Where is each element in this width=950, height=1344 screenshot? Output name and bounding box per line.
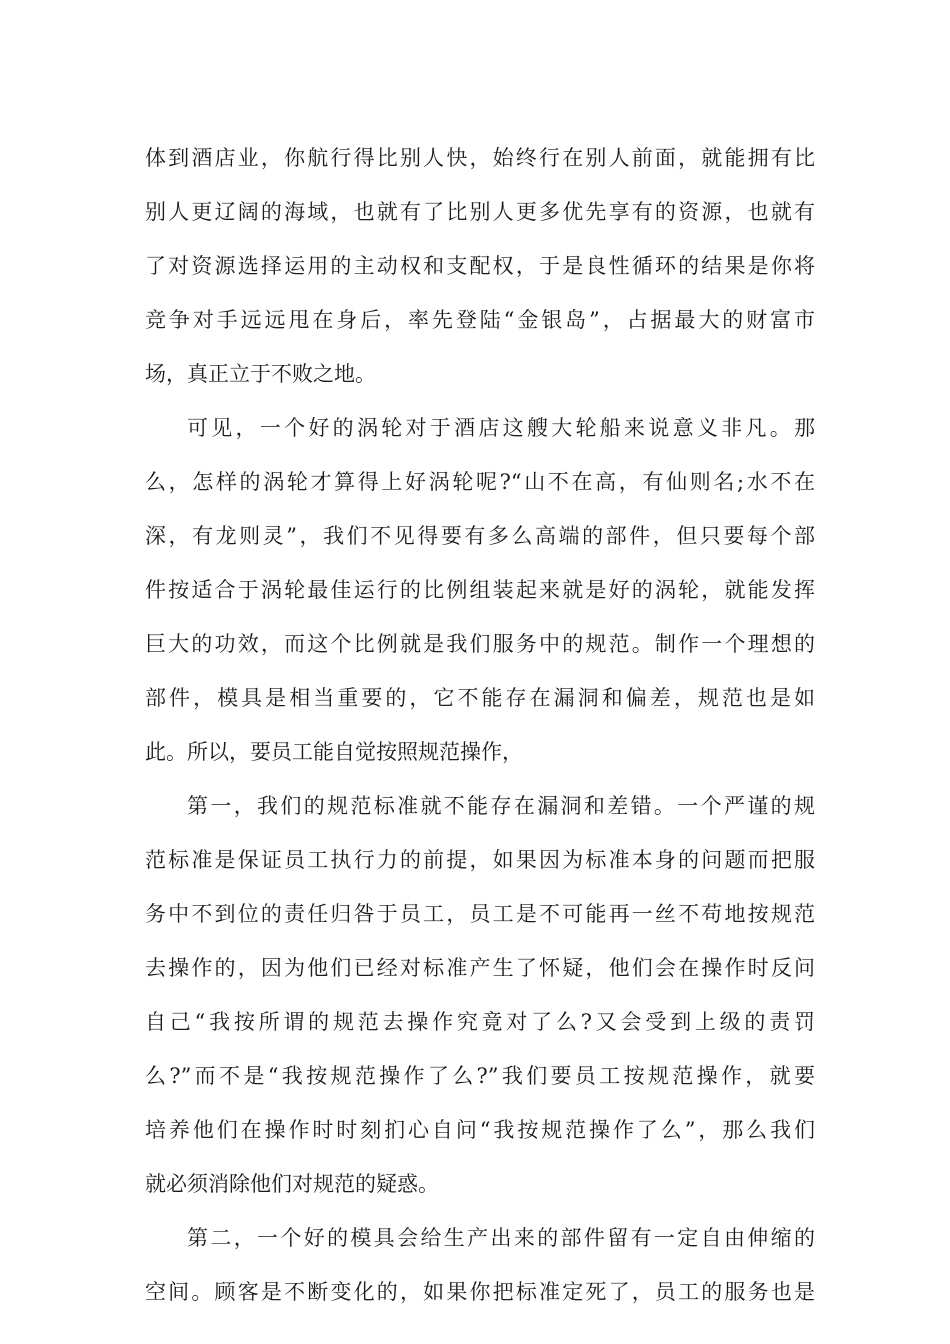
text-line: 去操作的，因为他们已经对标准产生了怀疑，他们会在操作时反问 [145, 956, 815, 980]
text-line: 么?”而不是“我按规范操作了么?”我们要员工按规范操作，就要 [145, 1064, 815, 1088]
text-line: 第一，我们的规范标准就不能存在漏洞和差错。一个严谨的规 [187, 794, 815, 818]
text-line: 部件，模具是相当重要的，它不能存在漏洞和偏差，规范也是如 [145, 686, 815, 710]
text-line: 空间。顾客是不断变化的，如果你把标准定死了，员工的服务也是 [145, 1280, 815, 1304]
text-line: 巨大的功效，而这个比例就是我们服务中的规范。制作一个理想的 [145, 632, 815, 656]
text-line: 务中不到位的责任归咎于员工，员工是不可能再一丝不苟地按规范 [145, 902, 815, 926]
text-line: 范标准是保证员工执行力的前提，如果因为标准本身的问题而把服 [145, 848, 815, 872]
paragraph-1 [145, 131, 815, 401]
document-body [145, 131, 815, 1319]
paragraph-4 [145, 1211, 815, 1319]
text-line: 竞争对手远远甩在身后，率先登陆“金银岛”，占据最大的财富市 [145, 308, 815, 332]
text-line: 么，怎样的涡轮才算得上好涡轮呢?“山不在高，有仙则名;水不在 [145, 470, 815, 494]
text-line: 场，真正立于不败之地。 [145, 362, 376, 386]
text-line: 第二，一个好的模具会给生产出来的部件留有一定自由伸缩的 [187, 1226, 815, 1250]
text-line: 可见，一个好的涡轮对于酒店这艘大轮船来说意义非凡。那 [187, 416, 815, 440]
text-line: 此。所以，要员工能自觉按照规范操作， [145, 740, 523, 764]
paragraph-3 [145, 779, 815, 1211]
text-line: 培养他们在操作时时刻扪心自问“我按规范操作了么”，那么我们 [145, 1118, 815, 1142]
text-line: 就必须消除他们对规范的疑惑。 [145, 1172, 439, 1196]
text-line: 体到酒店业，你航行得比别人快，始终行在别人前面，就能拥有比 [145, 146, 815, 170]
text-line: 深，有龙则灵”，我们不见得要有多么高端的部件，但只要每个部 [145, 524, 815, 548]
paragraph-2 [145, 401, 815, 779]
text-line: 自己“我按所谓的规范去操作究竟对了么?又会受到上级的责罚 [145, 1010, 815, 1034]
text-line: 件按适合于涡轮最佳运行的比例组装起来就是好的涡轮，就能发挥 [145, 578, 815, 602]
text-line: 别人更辽阔的海域，也就有了比别人更多优先享有的资源，也就有 [145, 200, 815, 224]
text-line: 了对资源选择运用的主动权和支配权，于是良性循环的结果是你将 [145, 254, 815, 278]
